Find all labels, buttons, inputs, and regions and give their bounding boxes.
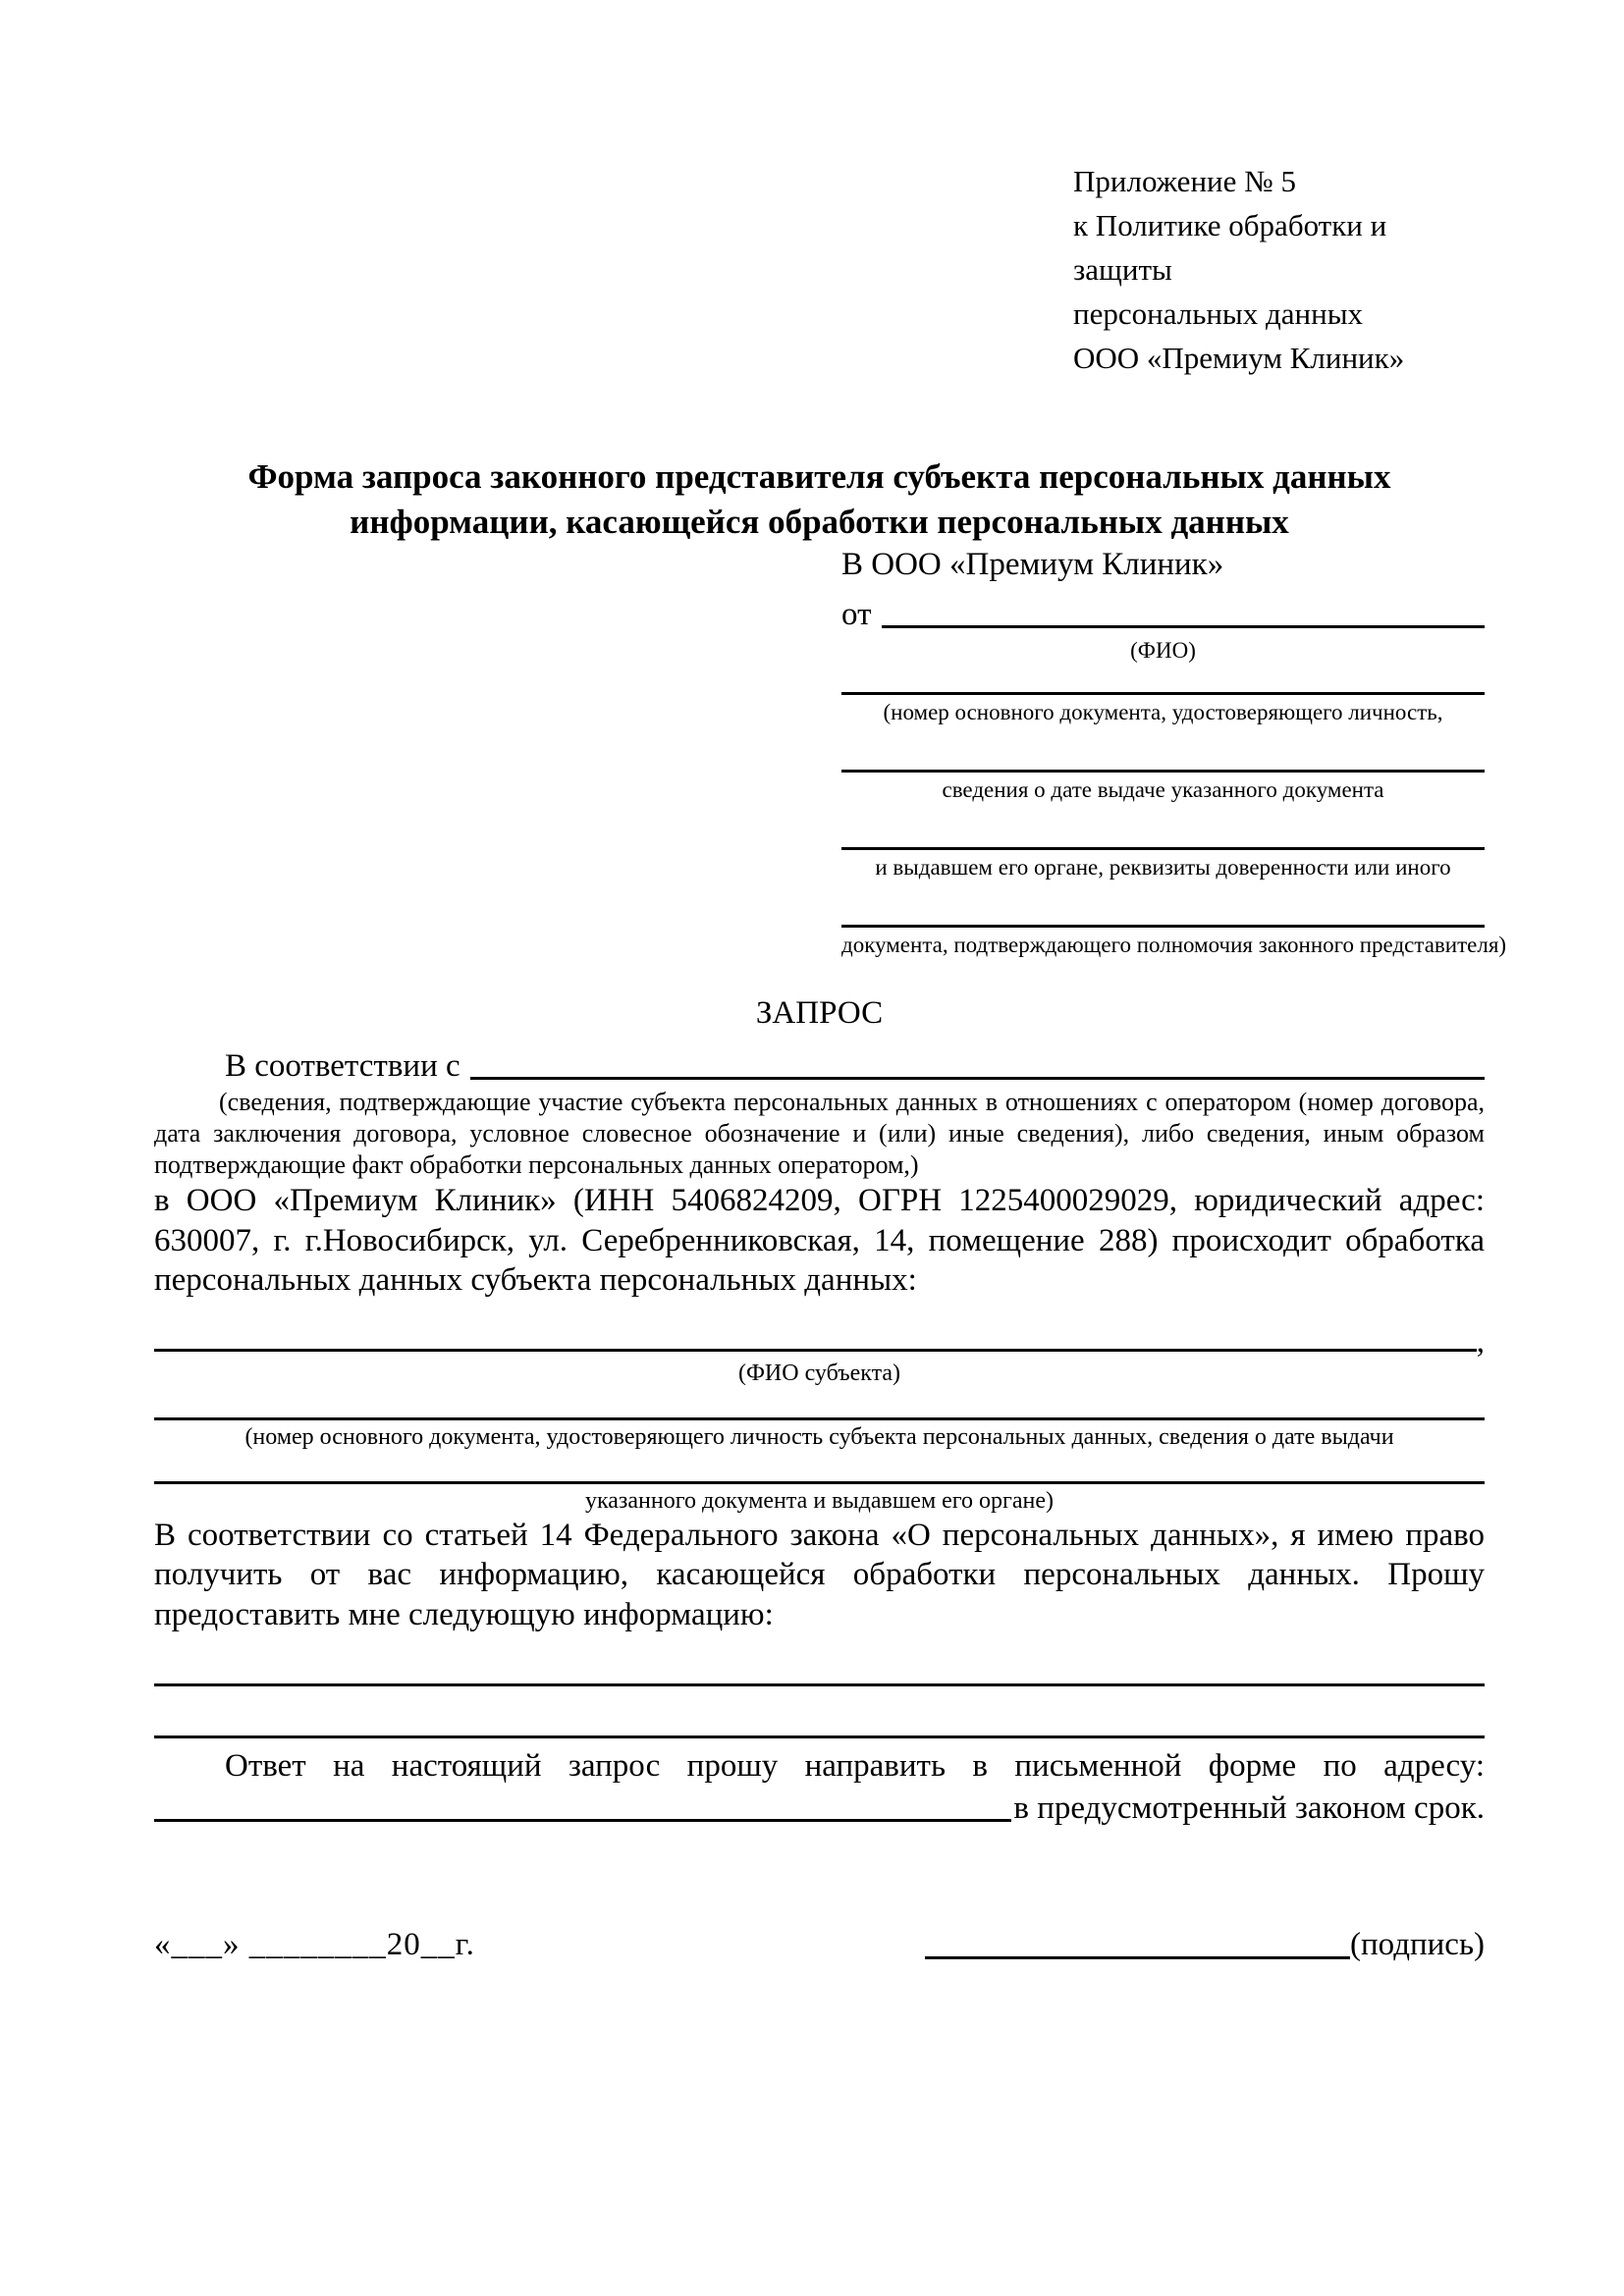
- intro-caption: (сведения, подтверждающие участие субъекта персональных данных в отношениях с оператором (номер договора, дата заключения договора, условное словесное обозначение и (или) иные сведения), либо сведения, иным образом подтверждающие факт обработки персональных данных оператором,): [154, 1088, 1485, 1180]
- intro-prefix: В соответствии с: [225, 1048, 460, 1085]
- subject-doc-line: [154, 1481, 1485, 1484]
- subject-fio-caption: (ФИО субъекта): [737, 1361, 901, 1387]
- annex-line: персональных данных: [1073, 296, 1364, 331]
- page-title-line: информации, касающейся обработки персональных данных: [350, 503, 1289, 542]
- address-fill-line: [154, 1786, 1011, 1822]
- representative-doc-line: [841, 847, 1485, 850]
- information-fill-line: [154, 1735, 1485, 1738]
- addressee-to: В ООО «Премиум Клиник»: [841, 547, 1224, 583]
- intro-fill-line: [470, 1043, 1485, 1080]
- subject-line-comma: ,: [1476, 1324, 1485, 1361]
- subject-fio-row: [154, 1315, 1485, 1361]
- subject-doc-caption: (номер основного документа, удостоверяющего личность субъекта персональных данных, сведения о дате выдачи: [244, 1424, 1394, 1451]
- representative-doc-caption: (номер основного документа, удостоверяющего личность,: [883, 700, 1443, 725]
- signature-fill-line: [925, 1921, 1350, 1959]
- from-row: [841, 592, 1485, 633]
- representative-doc-caption: сведения о дате выдаче указанного документа: [942, 777, 1384, 803]
- subject-fio-line: [154, 1349, 1477, 1352]
- information-fill-line: [154, 1683, 1485, 1686]
- request-heading: ЗАПРОС: [755, 995, 884, 1032]
- date-template: «___» ________20__г.: [154, 1927, 475, 1963]
- representative-doc-line: [841, 925, 1485, 928]
- from-label: от: [841, 597, 872, 633]
- subject-doc-line: [154, 1417, 1485, 1420]
- answer-sentence: Ответ на настоящий запрос прошу направить в письменной форме по адресу:: [225, 1747, 1485, 1784]
- annex-line: Приложение № 5: [1073, 164, 1296, 198]
- signature-area: [925, 1921, 1485, 1964]
- answer-address-row: [154, 1786, 1485, 1827]
- annex-line: к Политике обработки и защиты: [1073, 208, 1387, 287]
- fio-caption: (ФИО): [1130, 638, 1196, 664]
- page-title-line: Форма запроса законного представителя субъекта персональных данных: [247, 457, 1391, 496]
- annex-line: ООО «Премиум Клиник»: [1073, 341, 1405, 375]
- addressee-block: [841, 545, 1507, 959]
- signature-caption: (подпись): [1350, 1927, 1485, 1963]
- from-fill-line: [882, 592, 1486, 628]
- representative-doc-line: [841, 770, 1485, 773]
- law-paragraph: В соответствии со статьей 14 Федерального закона «О персональных данных», я имею право получить от вас информацию, касающейся обработки персональных данных. Прошу предоставить мне следующую информацию:: [154, 1518, 1485, 1632]
- representative-doc-caption: документа, подтверждающего полномочия законного представителя): [841, 933, 1507, 958]
- page-title: [154, 454, 1485, 545]
- annex-block: [1073, 159, 1485, 380]
- operator-paragraph: в ООО «Премиум Клиник» (ИНН 5406824209, ОГРН 1225400029029, юридический адрес: 630007, г. г.Новосибирск, ул. Серебренниковская, 14, помещение 288) происходит обработка персональных данных субъекта персональных данных:: [154, 1183, 1485, 1298]
- representative-doc-caption: и выдавшем его органе, реквизиты доверенности или иного: [875, 855, 1451, 881]
- intro-row: [154, 1043, 1485, 1085]
- subject-doc-caption: указанного документа и выдавшем его органе): [584, 1488, 1055, 1515]
- representative-doc-line: [841, 692, 1485, 695]
- answer-tail: в предусмотренный законом срок.: [1013, 1790, 1485, 1827]
- signature-row: [154, 1921, 1485, 1964]
